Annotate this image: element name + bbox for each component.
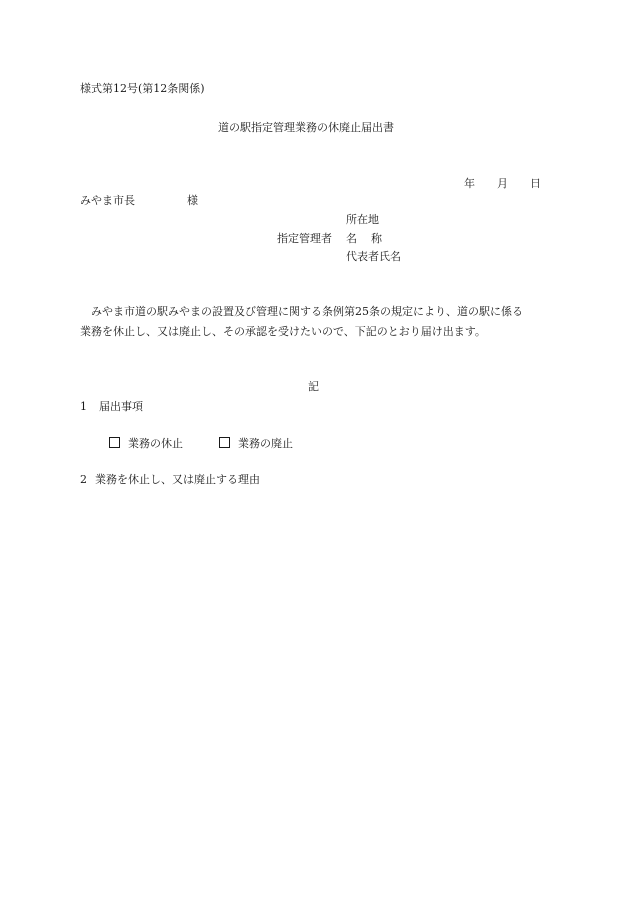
name-label-char-2: 称 — [371, 232, 382, 245]
abolition-checkbox[interactable] — [219, 437, 230, 448]
document-title: 道の駅指定管理業務の休廃止届出書 — [218, 121, 394, 134]
year-label: 年 — [464, 177, 475, 190]
item-2-label: 業務を休止し、又は廃止する理由 — [95, 473, 260, 486]
item-1 — [80, 401, 143, 412]
item-1-number: 1 — [80, 400, 87, 413]
addressee — [80, 195, 198, 206]
item-2 — [80, 474, 260, 485]
notification-options — [109, 437, 293, 449]
suspension-option-label: 業務の休止 — [128, 437, 183, 450]
item-2-number: 2 — [80, 473, 87, 486]
representative-label: 代表者氏名 — [346, 250, 401, 263]
item-1-label: 届出事項 — [99, 400, 143, 413]
month-label: 月 — [497, 177, 508, 190]
day-label: 日 — [530, 177, 541, 190]
body-text-line-1 — [80, 306, 523, 317]
form-number: 様式第12号(第12条関係) — [80, 82, 205, 95]
name-label-char-1: 名 — [346, 232, 357, 245]
addressee-honorific: 様 — [187, 194, 198, 207]
date-line — [464, 178, 541, 189]
manager-label: 指定管理者 — [277, 232, 332, 245]
name-label — [346, 233, 382, 244]
abolition-option-label: 業務の廃止 — [238, 437, 293, 450]
addressee-name: みやま市長 — [80, 194, 135, 207]
ki-heading: 記 — [308, 380, 319, 393]
suspension-checkbox[interactable] — [109, 437, 120, 448]
address-label: 所在地 — [346, 213, 379, 226]
body-text-1: みやま市道の駅みやまの設置及び管理に関する条例第25条の規定により、道の駅に係る — [91, 305, 523, 318]
body-text-line-2: 業務を休止し、又は廃止し、その承認を受けたいので、下記のとおり届け出ます。 — [80, 325, 486, 338]
